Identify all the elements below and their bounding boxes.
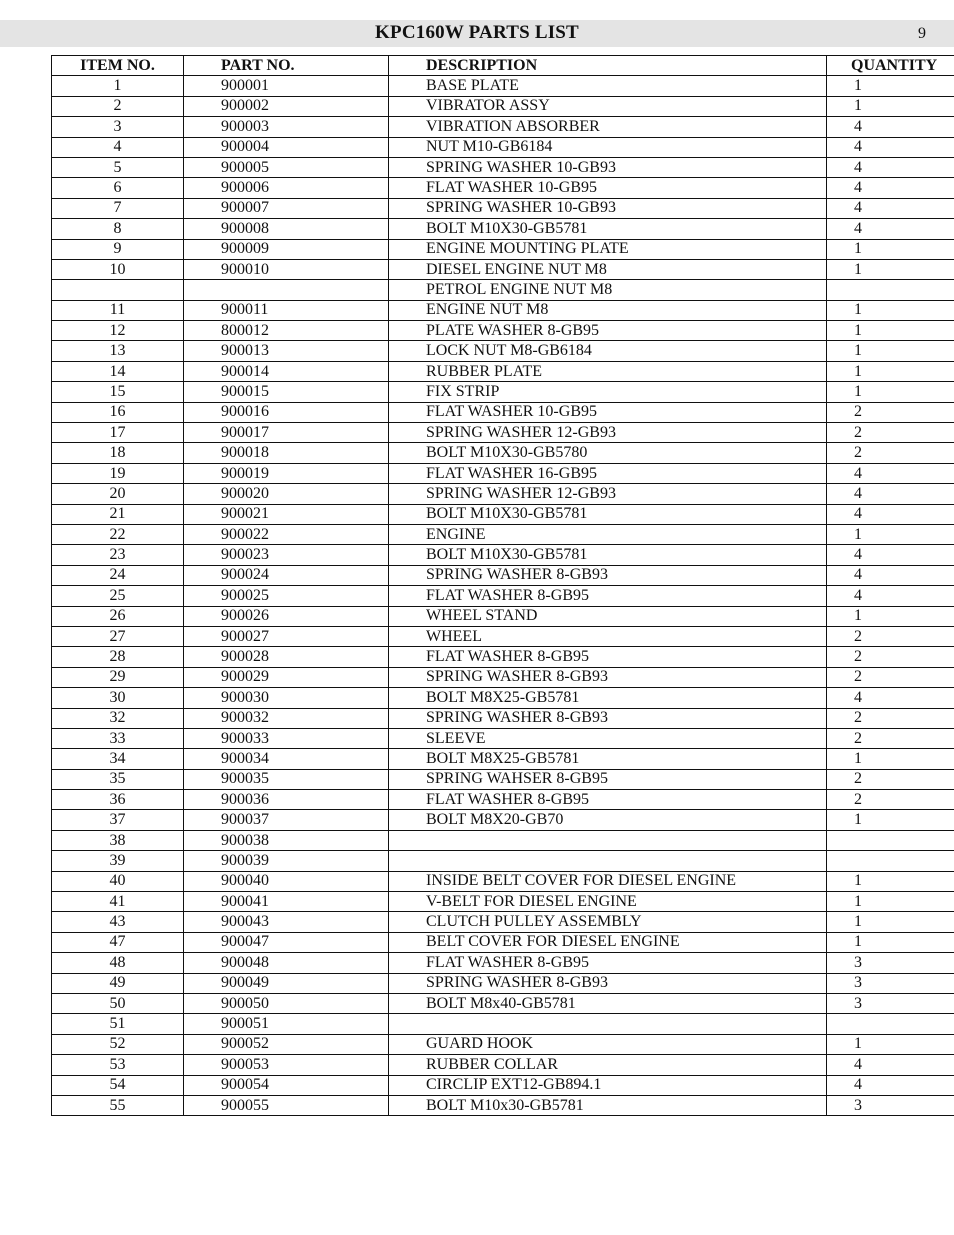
quantity-cell: 2: [827, 402, 954, 422]
item-no-cell: 48: [52, 953, 184, 973]
quantity-cell: 1: [827, 871, 954, 891]
column-header-quantity: QUANTITY: [827, 56, 954, 76]
table-row: [52, 688, 954, 708]
quantity-cell: [827, 1014, 954, 1034]
part-no-cell: 900015: [184, 382, 389, 402]
item-no-cell: 50: [52, 993, 184, 1013]
item-no-cell: 23: [52, 545, 184, 565]
part-no-cell: 900009: [184, 239, 389, 259]
table-row: [52, 749, 954, 769]
item-no-cell: 10: [52, 259, 184, 279]
quantity-cell: 2: [827, 769, 954, 789]
column-header-part-no: PART NO.: [184, 56, 389, 76]
description-cell: SLEEVE: [389, 728, 827, 748]
quantity-cell: 4: [827, 586, 954, 606]
part-no-cell: 900024: [184, 565, 389, 585]
quantity-cell: 1: [827, 932, 954, 952]
table-row: [52, 423, 954, 443]
quantity-cell: 2: [827, 728, 954, 748]
description-cell: V-BELT FOR DIESEL ENGINE: [389, 892, 827, 912]
table-row: [52, 993, 954, 1013]
table-row: [52, 728, 954, 748]
part-no-cell: 900043: [184, 912, 389, 932]
part-no-cell: 900020: [184, 484, 389, 504]
table-row: [52, 382, 954, 402]
description-cell: VIBRATION ABSORBER: [389, 117, 827, 137]
item-no-cell: 30: [52, 688, 184, 708]
quantity-cell: 1: [827, 341, 954, 361]
page-title: KPC160W PARTS LIST: [375, 22, 579, 43]
description-cell: LOCK NUT M8-GB6184: [389, 341, 827, 361]
part-no-cell: 900047: [184, 932, 389, 952]
quantity-cell: 1: [827, 1034, 954, 1054]
description-cell: [389, 830, 827, 850]
description-cell: FLAT WASHER 8-GB95: [389, 953, 827, 973]
description-cell: ENGINE: [389, 524, 827, 544]
part-no-cell: 900027: [184, 626, 389, 646]
item-no-cell: 11: [52, 300, 184, 320]
table-row: [52, 626, 954, 646]
item-no-cell: 39: [52, 851, 184, 871]
part-no-cell: 900006: [184, 178, 389, 198]
item-no-cell: 53: [52, 1055, 184, 1075]
description-cell: RUBBER COLLAR: [389, 1055, 827, 1075]
part-no-cell: 900032: [184, 708, 389, 728]
table-row: [52, 219, 954, 239]
quantity-cell: 4: [827, 688, 954, 708]
table-row: [52, 545, 954, 565]
item-no-cell: 29: [52, 667, 184, 687]
table-row: [52, 1095, 954, 1115]
table-row: [52, 932, 954, 952]
item-no-cell: 38: [52, 830, 184, 850]
quantity-cell: 2: [827, 443, 954, 463]
table-row: [52, 565, 954, 585]
table-row: [52, 1055, 954, 1075]
quantity-cell: 1: [827, 361, 954, 381]
description-cell: PLATE WASHER 8-GB95: [389, 321, 827, 341]
description-cell: [389, 851, 827, 871]
quantity-cell: 4: [827, 504, 954, 524]
quantity-cell: 4: [827, 1055, 954, 1075]
part-no-cell: 900038: [184, 830, 389, 850]
description-cell: SPRING WASHER 10-GB93: [389, 157, 827, 177]
part-no-cell: 900036: [184, 790, 389, 810]
quantity-cell: 1: [827, 96, 954, 116]
description-cell: BOLT M8X20-GB70: [389, 810, 827, 830]
description-cell: FIX STRIP: [389, 382, 827, 402]
table-row: [52, 647, 954, 667]
item-no-cell: 55: [52, 1095, 184, 1115]
item-no-cell: 21: [52, 504, 184, 524]
item-no-cell: 26: [52, 606, 184, 626]
item-no-cell: 34: [52, 749, 184, 769]
item-no-cell: 37: [52, 810, 184, 830]
quantity-cell: 4: [827, 484, 954, 504]
part-no-cell: 900004: [184, 137, 389, 157]
part-no-cell: 900018: [184, 443, 389, 463]
item-no-cell: 43: [52, 912, 184, 932]
table-row: [52, 769, 954, 789]
item-no-cell: 2: [52, 96, 184, 116]
part-no-cell: 800012: [184, 321, 389, 341]
item-no-cell: 6: [52, 178, 184, 198]
table-row: [52, 137, 954, 157]
part-no-cell: 900003: [184, 117, 389, 137]
quantity-cell: 4: [827, 1075, 954, 1095]
item-no-cell: 25: [52, 586, 184, 606]
quantity-cell: 2: [827, 667, 954, 687]
description-cell: PETROL ENGINE NUT M8: [389, 280, 827, 300]
item-no-cell: 33: [52, 728, 184, 748]
item-no-cell: 9: [52, 239, 184, 259]
quantity-cell: 1: [827, 524, 954, 544]
quantity-cell: 4: [827, 565, 954, 585]
table-row: [52, 259, 954, 279]
description-cell: BOLT M10x30-GB5781: [389, 1095, 827, 1115]
quantity-cell: [827, 851, 954, 871]
item-no-cell: 28: [52, 647, 184, 667]
part-no-cell: 900013: [184, 341, 389, 361]
table-row: [52, 117, 954, 137]
quantity-cell: 3: [827, 953, 954, 973]
table-row: [52, 830, 954, 850]
part-no-cell: 900041: [184, 892, 389, 912]
part-no-cell: 900016: [184, 402, 389, 422]
table-row: [52, 361, 954, 381]
description-cell: ENGINE NUT M8: [389, 300, 827, 320]
part-no-cell: 900037: [184, 810, 389, 830]
description-cell: BOLT M8x40-GB5781: [389, 993, 827, 1013]
item-no-cell: 49: [52, 973, 184, 993]
table-row: [52, 463, 954, 483]
quantity-cell: 4: [827, 137, 954, 157]
page-number: 9: [918, 25, 926, 42]
description-cell: BASE PLATE: [389, 76, 827, 96]
table-row: [52, 402, 954, 422]
description-cell: [389, 1014, 827, 1034]
quantity-cell: 2: [827, 423, 954, 443]
description-cell: VIBRATOR ASSY: [389, 96, 827, 116]
quantity-cell: 1: [827, 749, 954, 769]
table-row: [52, 667, 954, 687]
item-no-cell: 36: [52, 790, 184, 810]
quantity-cell: 3: [827, 1095, 954, 1115]
quantity-cell: 1: [827, 382, 954, 402]
table-row: [52, 953, 954, 973]
description-cell: INSIDE BELT COVER FOR DIESEL ENGINE: [389, 871, 827, 891]
description-cell: WHEEL STAND: [389, 606, 827, 626]
item-no-cell: 15: [52, 382, 184, 402]
table-row: [52, 76, 954, 96]
description-cell: SPRING WAHSER 8-GB95: [389, 769, 827, 789]
quantity-cell: 4: [827, 545, 954, 565]
table-row: [52, 504, 954, 524]
item-no-cell: 51: [52, 1014, 184, 1034]
description-cell: ENGINE MOUNTING PLATE: [389, 239, 827, 259]
item-no-cell: 35: [52, 769, 184, 789]
item-no-cell: 13: [52, 341, 184, 361]
part-no-cell: 900052: [184, 1034, 389, 1054]
description-cell: BOLT M8X25-GB5781: [389, 688, 827, 708]
quantity-cell: 1: [827, 259, 954, 279]
description-cell: SPRING WASHER 10-GB93: [389, 198, 827, 218]
item-no-cell: 14: [52, 361, 184, 381]
table-row: [52, 871, 954, 891]
part-no-cell: 900002: [184, 96, 389, 116]
item-no-cell: 24: [52, 565, 184, 585]
description-cell: RUBBER PLATE: [389, 361, 827, 381]
quantity-cell: 4: [827, 198, 954, 218]
quantity-cell: 1: [827, 300, 954, 320]
part-no-cell: 900026: [184, 606, 389, 626]
item-no-cell: 19: [52, 463, 184, 483]
quantity-cell: 1: [827, 76, 954, 96]
table-row: [52, 912, 954, 932]
description-cell: SPRING WASHER 8-GB93: [389, 973, 827, 993]
item-no-cell: 40: [52, 871, 184, 891]
quantity-cell: 2: [827, 647, 954, 667]
table-row: [52, 341, 954, 361]
description-cell: BELT COVER FOR DIESEL ENGINE: [389, 932, 827, 952]
quantity-cell: 1: [827, 912, 954, 932]
item-no-cell: 7: [52, 198, 184, 218]
description-cell: CLUTCH PULLEY ASSEMBLY: [389, 912, 827, 932]
quantity-cell: 4: [827, 219, 954, 239]
table-row: [52, 810, 954, 830]
part-no-cell: 900022: [184, 524, 389, 544]
item-no-cell: 27: [52, 626, 184, 646]
description-cell: BOLT M10X30-GB5781: [389, 219, 827, 239]
table-row: [52, 321, 954, 341]
quantity-cell: 3: [827, 973, 954, 993]
table-row: [52, 239, 954, 259]
quantity-cell: 4: [827, 157, 954, 177]
quantity-cell: 1: [827, 606, 954, 626]
item-no-cell: 52: [52, 1034, 184, 1054]
part-no-cell: 900034: [184, 749, 389, 769]
item-no-cell: 47: [52, 932, 184, 952]
table-row: [52, 484, 954, 504]
part-no-cell: 900053: [184, 1055, 389, 1075]
description-cell: BOLT M8X25-GB5781: [389, 749, 827, 769]
table-row: [52, 280, 954, 300]
table-row: [52, 790, 954, 810]
quantity-cell: [827, 280, 954, 300]
description-cell: FLAT WASHER 8-GB95: [389, 647, 827, 667]
description-cell: BOLT M10X30-GB5781: [389, 545, 827, 565]
part-no-cell: 900007: [184, 198, 389, 218]
item-no-cell: 16: [52, 402, 184, 422]
description-cell: FLAT WASHER 8-GB95: [389, 790, 827, 810]
item-no-cell: 5: [52, 157, 184, 177]
description-cell: CIRCLIP EXT12-GB894.1: [389, 1075, 827, 1095]
description-cell: SPRING WASHER 12-GB93: [389, 423, 827, 443]
part-no-cell: [184, 280, 389, 300]
table-row: [52, 96, 954, 116]
item-no-cell: 32: [52, 708, 184, 728]
parts-table: [51, 55, 954, 1116]
item-no-cell: 18: [52, 443, 184, 463]
column-header-description: DESCRIPTION: [389, 56, 827, 76]
item-no-cell: 22: [52, 524, 184, 544]
table-row: [52, 443, 954, 463]
item-no-cell: 41: [52, 892, 184, 912]
table-row: [52, 708, 954, 728]
part-no-cell: 900040: [184, 871, 389, 891]
quantity-cell: 1: [827, 321, 954, 341]
description-cell: DIESEL ENGINE NUT M8: [389, 259, 827, 279]
table-row: [52, 157, 954, 177]
part-no-cell: 900035: [184, 769, 389, 789]
item-no-cell: 1: [52, 76, 184, 96]
description-cell: FLAT WASHER 10-GB95: [389, 178, 827, 198]
quantity-cell: 1: [827, 892, 954, 912]
part-no-cell: 900048: [184, 953, 389, 973]
part-no-cell: 900017: [184, 423, 389, 443]
description-cell: SPRING WASHER 8-GB93: [389, 708, 827, 728]
part-no-cell: 900051: [184, 1014, 389, 1034]
table-row: [52, 178, 954, 198]
item-no-cell: 3: [52, 117, 184, 137]
table-row: [52, 606, 954, 626]
part-no-cell: 900019: [184, 463, 389, 483]
item-no-cell: 12: [52, 321, 184, 341]
quantity-cell: 2: [827, 708, 954, 728]
description-cell: FLAT WASHER 8-GB95: [389, 586, 827, 606]
table-row: [52, 1034, 954, 1054]
part-no-cell: 900011: [184, 300, 389, 320]
quantity-cell: [827, 830, 954, 850]
part-no-cell: 900054: [184, 1075, 389, 1095]
table-row: [52, 1075, 954, 1095]
parts-table-body: [52, 76, 954, 1116]
item-no-cell: 8: [52, 219, 184, 239]
item-no-cell: 20: [52, 484, 184, 504]
part-no-cell: 900055: [184, 1095, 389, 1115]
column-header-item-no: ITEM NO.: [52, 56, 184, 76]
part-no-cell: 900010: [184, 259, 389, 279]
table-header-row: [52, 56, 954, 76]
description-cell: FLAT WASHER 16-GB95: [389, 463, 827, 483]
part-no-cell: 900029: [184, 667, 389, 687]
quantity-cell: 2: [827, 790, 954, 810]
part-no-cell: 900049: [184, 973, 389, 993]
quantity-cell: 2: [827, 626, 954, 646]
table-row: [52, 198, 954, 218]
part-no-cell: 900030: [184, 688, 389, 708]
item-no-cell: 54: [52, 1075, 184, 1095]
quantity-cell: 1: [827, 810, 954, 830]
description-cell: WHEEL: [389, 626, 827, 646]
quantity-cell: 4: [827, 178, 954, 198]
description-cell: SPRING WASHER 8-GB93: [389, 667, 827, 687]
item-no-cell: 4: [52, 137, 184, 157]
part-no-cell: 900023: [184, 545, 389, 565]
quantity-cell: 4: [827, 463, 954, 483]
quantity-cell: 1: [827, 239, 954, 259]
part-no-cell: 900050: [184, 993, 389, 1013]
table-row: [52, 892, 954, 912]
part-no-cell: 900025: [184, 586, 389, 606]
quantity-cell: 4: [827, 117, 954, 137]
part-no-cell: 900028: [184, 647, 389, 667]
description-cell: BOLT M10X30-GB5780: [389, 443, 827, 463]
table-row: [52, 851, 954, 871]
table-row: [52, 300, 954, 320]
description-cell: SPRING WASHER 8-GB93: [389, 565, 827, 585]
part-no-cell: 900005: [184, 157, 389, 177]
description-cell: GUARD HOOK: [389, 1034, 827, 1054]
item-no-cell: [52, 280, 184, 300]
table-row: [52, 524, 954, 544]
part-no-cell: 900014: [184, 361, 389, 381]
part-no-cell: 900008: [184, 219, 389, 239]
description-cell: FLAT WASHER 10-GB95: [389, 402, 827, 422]
part-no-cell: 900021: [184, 504, 389, 524]
part-no-cell: 900039: [184, 851, 389, 871]
part-no-cell: 900001: [184, 76, 389, 96]
description-cell: SPRING WASHER 12-GB93: [389, 484, 827, 504]
item-no-cell: 17: [52, 423, 184, 443]
description-cell: NUT M10-GB6184: [389, 137, 827, 157]
table-row: [52, 1014, 954, 1034]
description-cell: BOLT M10X30-GB5781: [389, 504, 827, 524]
table-row: [52, 586, 954, 606]
part-no-cell: 900033: [184, 728, 389, 748]
quantity-cell: 3: [827, 993, 954, 1013]
table-row: [52, 973, 954, 993]
